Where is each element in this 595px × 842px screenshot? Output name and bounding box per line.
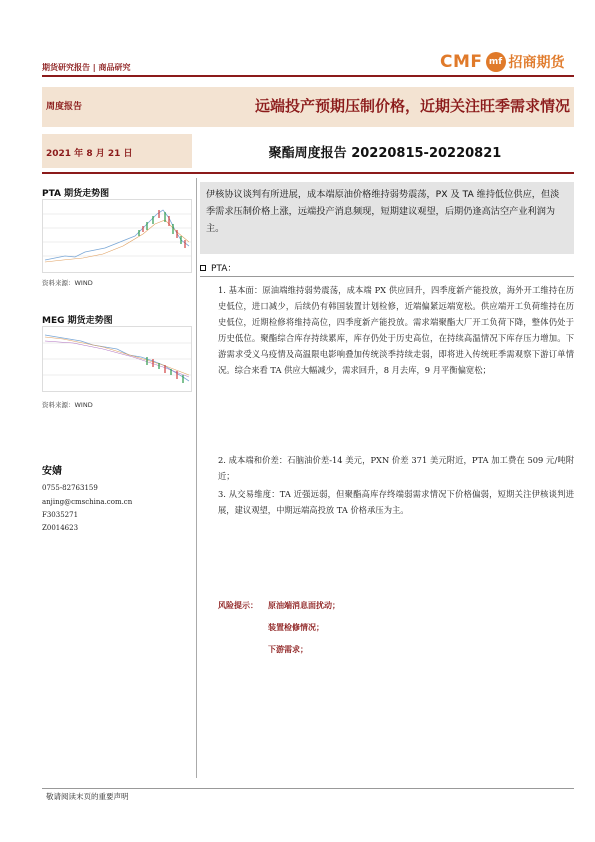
- pta-chart-graphic: [43, 200, 191, 272]
- report-type-label: 周度报告: [46, 102, 83, 112]
- risk-item-maintenance: 装置检修情况；: [268, 622, 324, 632]
- page-title: 远端投产预期压制价格，近期关注旺季需求情况: [254, 97, 570, 115]
- logo-chinese: 招商期货: [508, 55, 565, 71]
- column-divider: [196, 178, 197, 778]
- analyst-email[interactable]: anjing@cmschina.com.cn: [42, 498, 133, 506]
- footer-disclaimer: 敬请阅读末页的重要声明: [46, 792, 129, 801]
- risk-item-crude: 原油端消息面扰动；: [268, 600, 340, 610]
- paragraph-fundamentals: 1. 基本面：原油端维持弱势震荡，成本端 PX 供应回升，四季度新产能投放，海外开工维持在历史低位，进口减少，后续仍有韩国装置计划检修，近端偏紧远端宽松。供应端开工负荷维持在历史低位，近期检修将维持高位，四季度新产能投放。需求端聚酯大厂开工负荷下降，整体仍处于历史低位。聚酯综合库存持续累库，库存仍处于历史高位，在持续高温情况下库存压力增加。下游需求受义乌疫情及高温限电影响叠加传统淡季持续走弱，即将进入传统旺季需观察下游订单情况。综合来看 TA 供应大幅减少，需求回升，8 月去库，9 月平衡偏宽松；: [218, 285, 574, 375]
- paragraph-trading: 3. 从交易维度：TA 近强远弱，但聚酯高库存终端弱需求情况下价格偏弱，短期关注伊核谈判进展，建议观望，中期远端高投放 TA 价格承压为主。: [218, 489, 574, 515]
- footer-divider: [42, 788, 574, 789]
- paragraph-cost-spread: 2. 成本端和价差：石脑油价差-14 美元，PXN 价差 371 美元附近，PTA 加工费在 509 元/吨附近；: [218, 455, 574, 481]
- analyst-name: 安婧: [42, 466, 62, 477]
- title-divider: [42, 172, 574, 174]
- analyst-license-z: Z0014623: [42, 524, 79, 532]
- company-logo: [440, 50, 565, 74]
- pta-chart-title: PTA 期货走势图: [42, 189, 110, 199]
- analyst-license-f: F3035271: [42, 511, 79, 519]
- meg-chart-graphic: [43, 327, 191, 391]
- analyst-phone: 0755-82763159: [42, 484, 98, 492]
- report-date: 2021 年 8 月 21 日: [46, 149, 133, 159]
- logo-emblem-icon: mf: [486, 52, 506, 72]
- logo-latin: CMF: [440, 52, 483, 72]
- pta-price-chart-image: [42, 199, 192, 273]
- section-heading: [200, 261, 236, 274]
- section-rule: [200, 276, 574, 277]
- risk-label: 风险提示：: [218, 600, 258, 610]
- section-heading-text: PTA：: [211, 264, 237, 274]
- meg-chart-title: MEG 期货走势图: [42, 316, 113, 326]
- summary-box: 伊核协议谈判有所进展，成本端原油价格维持弱势震荡，PX 及 TA 维持低位供应，但淡季需求压制价格上涨，远端投产消息频现，短期建议观望，后期仍逢高沽空产业利润为主。: [200, 182, 574, 254]
- risk-item-demand: 下游需求；: [268, 644, 308, 654]
- header-divider: [42, 75, 574, 77]
- checkbox-bullet-icon: [200, 265, 206, 271]
- report-subtitle: 聚酯周度报告 20220815-20220821: [268, 146, 502, 161]
- meg-price-chart-image: [42, 326, 192, 392]
- report-category: 期货研究报告 | 商品研究: [42, 63, 131, 72]
- pta-chart-source: 资料来源：WIND: [42, 279, 93, 287]
- meg-chart-source: 资料来源：WIND: [42, 401, 93, 409]
